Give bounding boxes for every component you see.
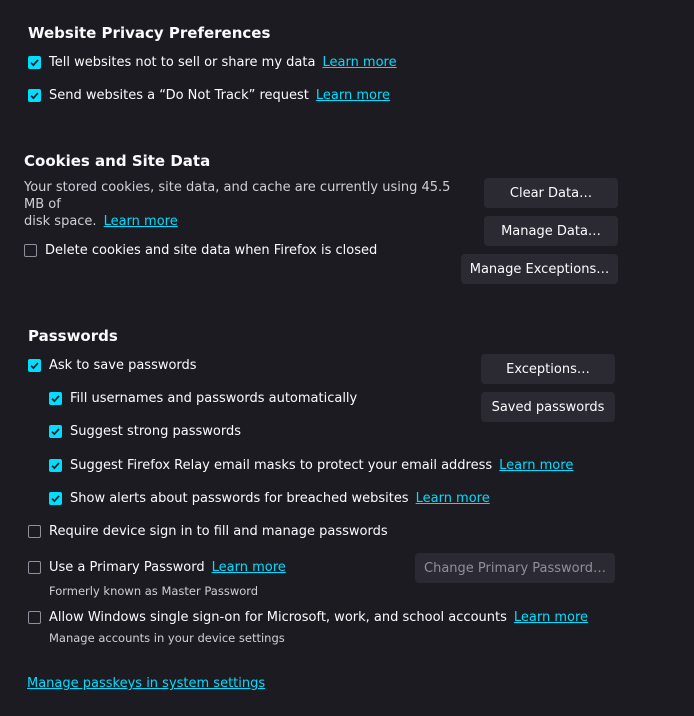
do-not-track-row [28,88,390,103]
primary-password-learn-more-link[interactable]: Learn more [211,560,286,575]
passwords-section-title: Passwords [28,327,118,345]
cookies-section-title: Cookies and Site Data [24,152,211,170]
dnt-sell-row [28,55,397,70]
cookies-usage-line2-row [24,213,464,230]
checkbox-checked-icon[interactable] [28,89,41,102]
checkbox-unchecked-icon[interactable] [28,611,41,624]
do-not-track-label[interactable]: Send websites a “Do Not Track” request [49,88,309,103]
primary-password-label[interactable]: Use a Primary Password [49,560,205,575]
change-primary-password-button[interactable]: Change Primary Password… [415,553,615,583]
cookies-usage-line1: Your stored cookies, site data, and cache are currently using 45.5 MB of [24,180,451,212]
checkbox-checked-icon[interactable] [28,56,41,69]
autofill-row [49,391,357,406]
ask-save-passwords-label[interactable]: Ask to save passwords [49,358,197,373]
windows-sso-label[interactable]: Allow Windows single sign-on for Microsoft, work, and school accounts [49,610,507,625]
manage-passkeys-link[interactable]: Manage passkeys in system settings [27,676,266,691]
windows-sso-learn-more-link[interactable]: Learn more [513,610,589,625]
manage-exceptions-button[interactable]: Manage Exceptions… [461,254,618,284]
cookies-learn-more-link[interactable]: Learn more [103,214,178,229]
primary-password-note: Formerly known as Master Password [49,584,259,598]
password-exceptions-button[interactable]: Exceptions… [481,354,615,384]
checkbox-unchecked-icon[interactable] [28,561,41,574]
device-signin-label[interactable]: Require device sign in to fill and manage passwords [49,524,388,539]
windows-sso-note: Manage accounts in your device settings [49,631,285,645]
privacy-section-title: Website Privacy Preferences [28,24,271,42]
cookies-usage-line2: disk space. [24,214,97,229]
manage-data-button[interactable]: Manage Data… [484,216,618,246]
autofill-label[interactable]: Fill usernames and passwords automatically [70,391,358,406]
breach-alerts-label[interactable]: Show alerts about passwords for breached websites [70,491,409,506]
checkbox-checked-icon[interactable] [49,392,62,405]
relay-row [49,458,573,473]
checkbox-checked-icon[interactable] [49,425,62,438]
relay-label[interactable]: Suggest Firefox Relay email masks to protect your email address [70,458,493,473]
clear-data-button[interactable]: Clear Data… [484,178,618,208]
primary-password-row [28,560,286,575]
cookies-usage-description [24,179,464,230]
checkbox-checked-icon[interactable] [28,359,41,372]
checkbox-unchecked-icon[interactable] [28,525,41,538]
relay-learn-more-link[interactable]: Learn more [499,458,574,473]
windows-sso-row [28,610,588,625]
saved-passwords-button[interactable]: Saved passwords [481,392,615,422]
dnt-sell-learn-more-link[interactable]: Learn more [322,55,397,70]
suggest-strong-row [49,424,241,439]
device-signin-row [28,524,388,539]
checkbox-checked-icon[interactable] [49,492,62,505]
dnt-sell-label[interactable]: Tell websites not to sell or share my data [49,55,316,70]
suggest-strong-label[interactable]: Suggest strong passwords [70,424,241,439]
breach-alerts-row [49,491,490,506]
delete-cookies-label[interactable]: Delete cookies and site data when Firefox is closed [45,243,378,258]
breach-alerts-learn-more-link[interactable]: Learn more [415,491,490,506]
checkbox-checked-icon[interactable] [49,459,62,472]
manage-passkeys-link-row [27,676,265,691]
do-not-track-learn-more-link[interactable]: Learn more [315,88,391,103]
checkbox-unchecked-icon[interactable] [24,244,37,257]
ask-save-passwords-row [28,358,197,373]
delete-cookies-row [24,243,377,258]
